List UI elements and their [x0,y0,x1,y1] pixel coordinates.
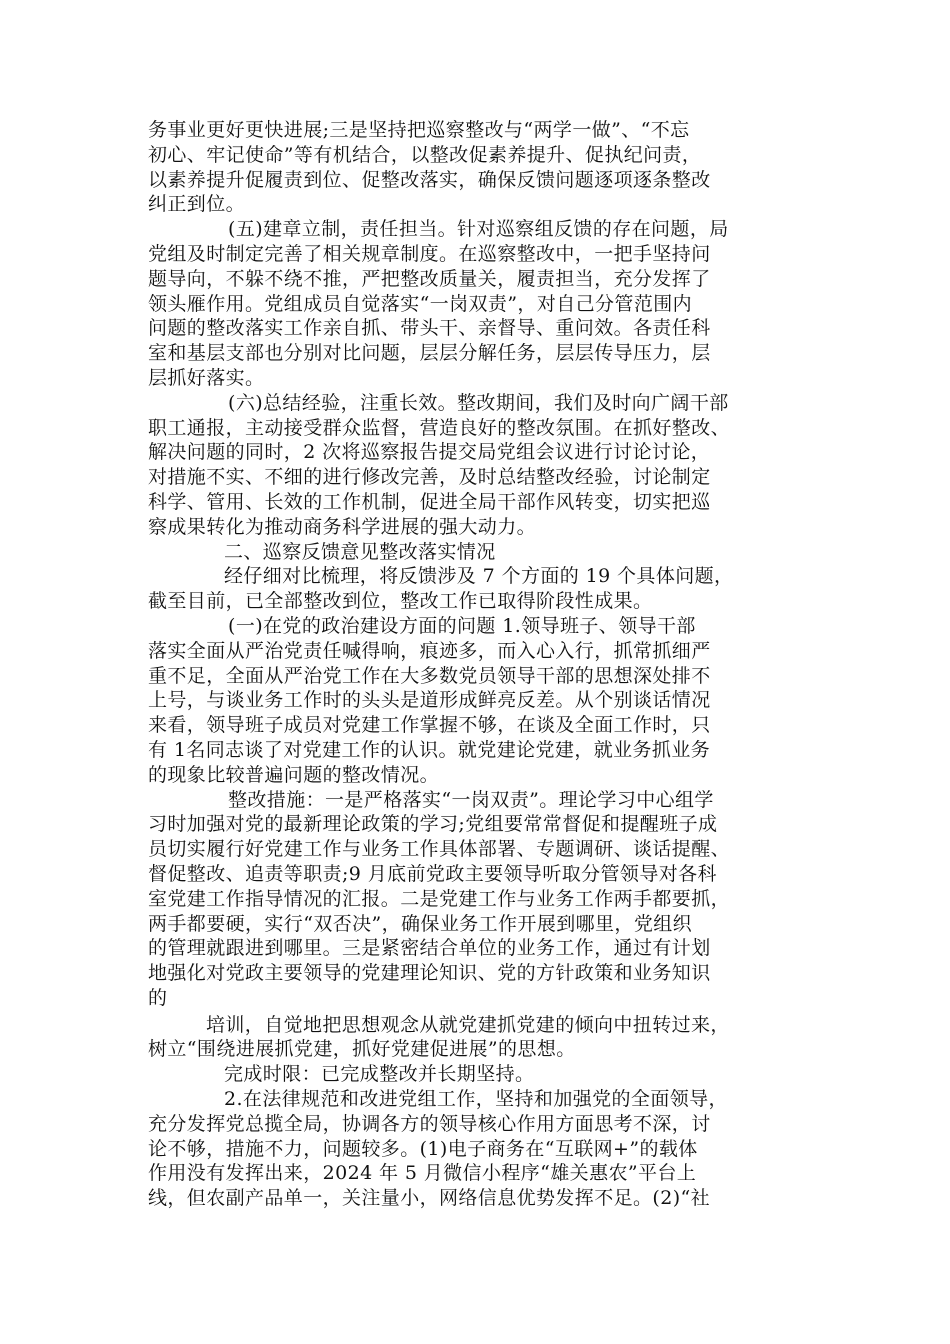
paragraph-start: 整改措施：一是严格落实“一岗双责”。理论学习中心组学 [228,788,714,811]
paragraph-start: 2.在法律规范和改进党组工作，坚持和加强党的全面领导， [224,1088,728,1111]
text-line: 线，但农副产品单一，关注量小，网络信息优势发挥不足。(2)“社 [148,1187,711,1210]
text-line: 督促整改、追责等职责;9 月底前党政主要领导听取分管领导对各科 [148,862,717,885]
text-line: 充分发挥党总揽全局，协调各方的领导核心作用方面思考不深，讨 [148,1112,711,1135]
text-line: 解决问题的同时，2 次将巡察报告提交局党组会议进行讨论讨论， [148,441,711,464]
text-line: 地强化对党政主要领导的党建理论知识、党的方针政策和业务知识 [148,962,711,985]
text-line: 党组及时制定完善了相关规章制度。在巡察整改中，一把手坚持问 [148,242,711,265]
text-line: 的 [148,986,168,1009]
text-line: 落实全面从严治党责任喊得响，痕迹多，而入心入行，抓常抓细严 [148,639,711,662]
text-line: 有 1名同志谈了对党建工作的认识。就党建论党建，就业务抓业务 [148,738,711,761]
paragraph-start: 完成时限：已完成整改并长期坚持。 [224,1063,535,1086]
text-line: 初心、牢记使命”等有机结合，以整改促素养提升、促执纪问责， [148,143,702,166]
text-line: 论不够，措施不力，问题较多。(1)电子商务在“互联网+”的载体 [148,1137,698,1160]
paragraph-start: 经仔细对比梳理，将反馈涉及 7 个方面的 19 个具体问题， [224,565,734,588]
text-line: 层抓好落实。 [148,366,265,389]
text-line: 务事业更好更快进展;三是坚持把巡察整改与“两学一做”、“不忘 [148,119,690,141]
paragraph-start: (一)在党的政治建设方面的问题 1.领导班子、领导干部 [228,614,696,637]
text-line: 领头雁作用。党组成员自觉落实“一岗双责”，对自己分管范围内 [148,292,693,315]
text-line: 科学、管用、长效的工作机制，促进全局干部作风转变，切实把巡 [148,490,711,513]
section-heading: 二、巡察反馈意见整改落实情况 [224,540,496,563]
text-line: 室党建工作指导情况的汇报。二是党建工作与业务工作两手都要抓， [148,887,731,910]
text-line: 的管理就跟进到哪里。三是紧密结合单位的业务工作，通过有计划 [148,937,711,960]
text-line: 重不足，全面从严治党工作在大多数党员领导干部的思想深处排不 [148,664,711,687]
paragraph-start: (六)总结经验，注重长效。整改期间，我们及时向广阔干部 [228,391,729,414]
text-line: 树立“围绕进展抓党建，抓好党建促进展”的思想。 [148,1038,576,1061]
text-line: 员切实履行好党建工作与业务工作具体部署、专题调研、谈话提醒、 [148,838,731,861]
text-line: 对措施不实、不细的进行修改完善，及时总结整改经验，讨论制定 [148,466,711,489]
text-line: 习时加强对党的最新理论政策的学习;党组要常常督促和提醒班子成 [148,813,718,836]
text-line: 作用没有发挥出来，2024 年 5 月微信小程序“雄关惠农”平台上 [148,1162,697,1185]
text-line: 来看，领导班子成员对党建工作掌握不够，在谈及全面工作时，只 [148,714,711,737]
text-line: 职工通报，主动接受群众监督，营造良好的整改氛围。在抓好整改、 [148,416,731,439]
text-line: 题导向，不躲不绕不推，严把整改质量关，履责担当，充分发挥了 [148,267,711,290]
text-line: 室和基层支部也分别对比问题，层层分解任务，层层传导压力，层 [148,342,711,365]
text-line: 的现象比较普遍问题的整改情况。 [148,763,440,786]
text-line: 以素养提升促履责到位、促整改落实，确保反馈问题逐项逐条整改 [148,168,711,191]
text-line: 纠正到位。 [148,193,246,216]
text-line: 问题的整改落实工作亲自抓、带头干、亲督导、重问效。各责任科 [148,317,711,340]
text-line: 两手都要硬，实行“双否决”，确保业务工作开展到哪里，党组织 [148,912,693,935]
paragraph-start: (五)建章立制，责任担当。针对巡察组反馈的存在问题，局 [228,218,729,241]
document-page [148,118,808,1211]
text-line: 截至目前，已全部整改到位，整改工作已取得阶段性成果。 [148,590,653,613]
paragraph-start: 培训，自觉地把思想观念从就党建抓党建的倾向中扭转过来， [206,1013,730,1036]
text-line: 上号，与谈业务工作时的头头是道形成鲜亮反差。从个别谈话情况 [148,689,711,712]
text-line: 察成果转化为推动商务科学进展的强大动力。 [148,515,537,538]
